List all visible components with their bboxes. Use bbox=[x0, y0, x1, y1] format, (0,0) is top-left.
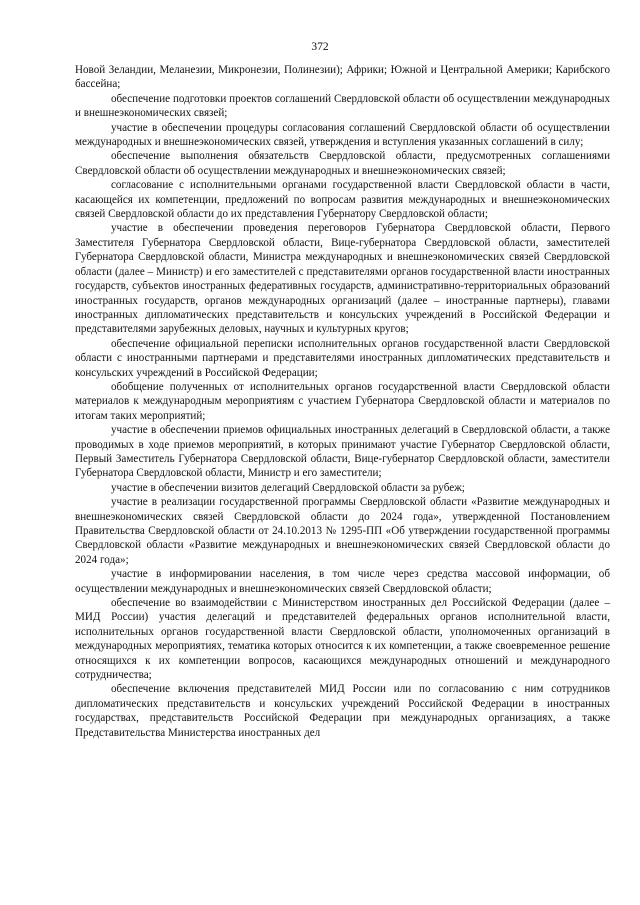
paragraph: участие в обеспечении визитов делегаций Свердловской области за рубеж; bbox=[111, 481, 465, 494]
paragraph: согласование с исполнительными органами государственной власти Свердловской области в части, касающейся их компетенции, предложений по вопросам развития международных и внешнеэкономических связей Свердловской области до их представления Губернатору Свердловской области; bbox=[75, 179, 610, 221]
paragraph: участие в обеспечении приемов официальных иностранных делегаций в Свердловской области, а также проводимых в ходе приемов мероприятий, в которых принимают участие Губернатор Свердловской области, Первый Заместитель Губернатора Свердловской области, Вице-губернатор Свердловской области, заместители Губернатора Свердловской области, Министр и его заместители; bbox=[75, 424, 610, 480]
paragraph: участие в информировании населения, в том числе через средства массовой информации, об осуществлении международных и внешнеэкономических связей Свердловской области; bbox=[75, 568, 610, 595]
paragraph: обеспечение включения представителей МИД России или по согласованию с ним сотрудников дипломатических представительств и консульских учреждений Российской Федерации в иностранных государствах, представительств Российской Федерации при международных организациях, а также Представительства Министерства иностранных дел bbox=[75, 683, 610, 739]
paragraph: обеспечение подготовки проектов соглашений Свердловской области об осуществлении международных и внешнеэкономических связей; bbox=[75, 92, 610, 120]
paragraph: участие в обеспечении проведения переговоров Губернатора Свердловской области, Первого Заместителя Губернатора Свердловской области, Вице-губернатора Свердловской области, заместителей Губернатора Свердловской области, Министра международных и внешнеэкономических связей Свердловской области (далее – Министр) и его заместителей с представителями органов государственной власти иностранных государств, субъектов иностранных федеративных государств, административно-территориальных образований иностранных государств, органов международных организаций (далее – иностранные партнеры), главами иностранных дипломатических представительств и консульских учреждений в Российской Федерации и представителями зарубежных деловых, научных и культурных кругов; bbox=[75, 222, 610, 336]
paragraph: обеспечение во взаимодействии с Министерством иностранных дел Российской Федерации (далее – МИД России) участия делегаций и представителей федеральных органов исполнительной власти, исполнительных органов государственной власти Свердловской области, уполномоченных организаций в международных мероприятиях, тематика которых относится к их компетенции, а также своевременное решение относящихся к их компетенции вопросов, касающихся международных отношений и международного сотрудничества; bbox=[75, 597, 610, 682]
paragraph: обобщение полученных от исполнительных органов государственной власти Свердловской области материалов к международным мероприятиям с участием Губернатора Свердловской области и материалов по итогам таких мероприятий; bbox=[75, 380, 610, 422]
paragraph: участие в обеспечении процедуры согласования соглашений Свердловской области об осуществлении международных и внешнеэкономических связей, утверждения и вступления указанных соглашений в силу; bbox=[75, 121, 610, 149]
paragraph: участие в реализации государственной программы Свердловской области «Развитие международных и внешнеэкономических связей Свердловской области до 2024 года», утвержденной Постановлением Правительства Свердловской области от 24.10.2013 № 1295-ПП «Об утверждении государственной программы Свердловской области «Развитие международных и внешнеэкономических связей Свердловской области до 2024 года»; bbox=[75, 496, 610, 566]
page-number: 372 bbox=[311, 41, 329, 53]
paragraph: обеспечение выполнения обязательств Свердловской области, предусмотренных соглашениями Свердловской области об осуществлении международных и внешнеэкономических связей; bbox=[75, 150, 610, 177]
paragraph: обеспечение официальной переписки исполнительных органов государственной власти Свердловской области с иностранными партнерами и представителями иностранных дипломатических представительств и консульских учреждений в Российской Федерации; bbox=[75, 337, 610, 379]
paragraph: Новой Зеландии, Меланезии, Микронезии, Полинезии); Африки; Южной и Центральной Америки; Карибского бассейна; bbox=[75, 64, 610, 91]
body-text bbox=[75, 63, 610, 740]
